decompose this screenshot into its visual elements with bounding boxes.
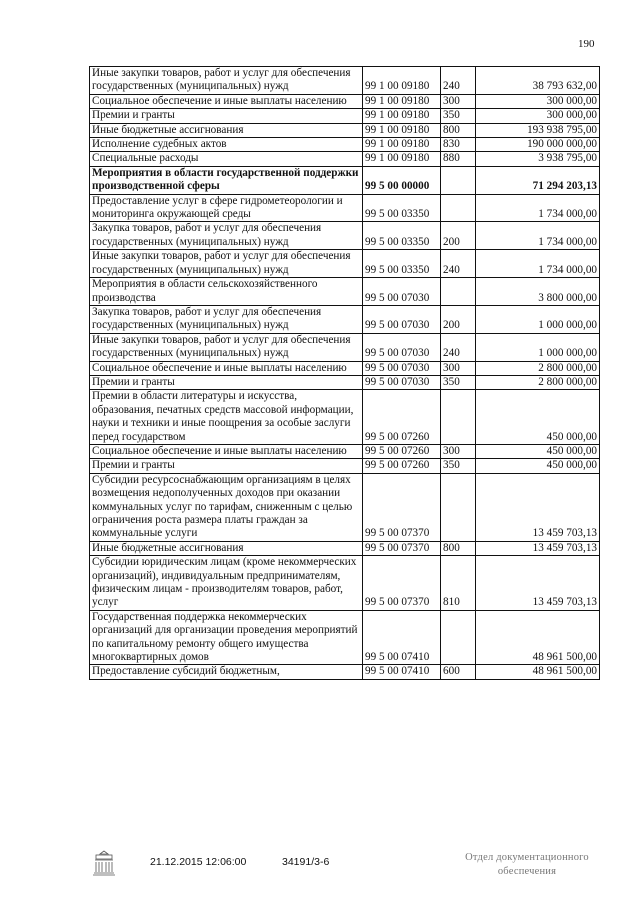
row-type-cell	[441, 473, 476, 541]
table-row	[90, 541, 600, 555]
budget-table	[89, 66, 600, 680]
row-code-cell: 99 1 00 09180	[363, 123, 441, 137]
row-code-cell: 99 1 00 09180	[363, 152, 441, 166]
row-type-cell: 200	[441, 222, 476, 250]
row-sum-cell: 48 961 500,00	[476, 665, 600, 679]
row-name-cell: Иные бюджетные ассигнования	[90, 123, 363, 137]
table-row	[90, 610, 600, 665]
table-row	[90, 222, 600, 250]
table-row	[90, 67, 600, 95]
row-type-cell: 350	[441, 459, 476, 473]
table-row	[90, 556, 600, 611]
row-type-cell: 800	[441, 541, 476, 555]
row-code-cell: 99 5 00 07030	[363, 305, 441, 333]
row-name-cell: Иные закупки товаров, работ и услуг для обеспечения государственных (муниципальных) нужд	[90, 250, 363, 278]
row-type-cell: 300	[441, 94, 476, 108]
row-name-cell: Мероприятия в области государственной поддержки производственной сферы	[90, 166, 363, 194]
row-type-cell: 350	[441, 109, 476, 123]
row-sum-cell: 2 800 000,00	[476, 361, 600, 375]
row-type-cell: 800	[441, 123, 476, 137]
row-type-cell: 240	[441, 333, 476, 361]
row-name-cell: Иные бюджетные ассигнования	[90, 541, 363, 555]
row-type-cell: 300	[441, 361, 476, 375]
row-sum-cell: 13 459 703,13	[476, 473, 600, 541]
row-name-cell: Социальное обеспечение и иные выплаты населению	[90, 444, 363, 458]
table-row	[90, 94, 600, 108]
row-code-cell: 99 5 00 07260	[363, 444, 441, 458]
row-code-cell: 99 5 00 03350	[363, 222, 441, 250]
row-name-cell: Предоставление субсидий бюджетным,	[90, 665, 363, 679]
row-type-cell: 200	[441, 305, 476, 333]
row-code-cell: 99 5 00 07410	[363, 610, 441, 665]
row-sum-cell: 13 459 703,13	[476, 556, 600, 611]
table-row	[90, 152, 600, 166]
row-name-cell: Специальные расходы	[90, 152, 363, 166]
row-type-cell: 240	[441, 67, 476, 95]
row-code-cell: 99 5 00 03350	[363, 194, 441, 222]
row-code-cell: 99 5 00 07260	[363, 459, 441, 473]
row-code-cell: 99 5 00 07260	[363, 390, 441, 445]
row-sum-cell: 450 000,00	[476, 390, 600, 445]
row-name-cell: Премии и гранты	[90, 459, 363, 473]
table-row	[90, 109, 600, 123]
table-row	[90, 250, 600, 278]
row-code-cell: 99 1 00 09180	[363, 94, 441, 108]
row-type-cell: 830	[441, 138, 476, 152]
table-row	[90, 333, 600, 361]
row-code-cell: 99 5 00 07410	[363, 665, 441, 679]
row-type-cell: 880	[441, 152, 476, 166]
row-sum-cell: 71 294 203,13	[476, 166, 600, 194]
department-label	[452, 851, 602, 879]
row-name-cell: Исполнение судебных актов	[90, 138, 363, 152]
row-sum-cell: 3 800 000,00	[476, 278, 600, 306]
row-sum-cell: 450 000,00	[476, 459, 600, 473]
table-row	[90, 375, 600, 389]
row-sum-cell: 300 000,00	[476, 109, 600, 123]
row-name-cell: Мероприятия в области сельскохозяйственного производства	[90, 278, 363, 306]
row-type-cell: 810	[441, 556, 476, 611]
row-sum-cell: 450 000,00	[476, 444, 600, 458]
footer-doc-number: 34191/3-6	[282, 856, 330, 868]
table-row	[90, 123, 600, 137]
row-code-cell: 99 5 00 07030	[363, 375, 441, 389]
row-code-cell: 99 5 00 00000	[363, 166, 441, 194]
row-code-cell: 99 5 00 07370	[363, 541, 441, 555]
row-sum-cell: 300 000,00	[476, 94, 600, 108]
row-name-cell: Социальное обеспечение и иные выплаты населению	[90, 94, 363, 108]
row-code-cell: 99 1 00 09180	[363, 138, 441, 152]
table-row	[90, 459, 600, 473]
row-type-cell	[441, 390, 476, 445]
row-type-cell: 600	[441, 665, 476, 679]
budget-table-body	[90, 67, 600, 680]
row-sum-cell: 2 800 000,00	[476, 375, 600, 389]
row-type-cell: 300	[441, 444, 476, 458]
row-name-cell: Премии в области литературы и искусства, образования, печатных средств массовой информации, науки и техники и иные поощрения за особые заслуги перед государством	[90, 390, 363, 445]
row-sum-cell: 190 000 000,00	[476, 138, 600, 152]
row-name-cell: Закупка товаров, работ и услуг для обеспечения государственных (муниципальных) нужд	[90, 305, 363, 333]
row-code-cell: 99 1 00 09180	[363, 109, 441, 123]
table-row	[90, 278, 600, 306]
row-name-cell: Премии и гранты	[90, 375, 363, 389]
row-name-cell: Предоставление услуг в сфере гидрометеорологии и мониторинга окружающей среды	[90, 194, 363, 222]
table-row	[90, 444, 600, 458]
row-type-cell	[441, 166, 476, 194]
row-code-cell: 99 5 00 03350	[363, 250, 441, 278]
row-code-cell: 99 5 00 07030	[363, 361, 441, 375]
row-type-cell	[441, 610, 476, 665]
department-line-1: Отдел документационного	[465, 852, 589, 863]
footer-datetime: 21.12.2015 12:06:00	[150, 856, 247, 868]
page-number: 190	[578, 38, 595, 50]
row-sum-cell: 1 000 000,00	[476, 305, 600, 333]
row-sum-cell: 1 734 000,00	[476, 222, 600, 250]
row-sum-cell: 48 961 500,00	[476, 610, 600, 665]
row-code-cell: 99 5 00 07030	[363, 333, 441, 361]
table-row	[90, 166, 600, 194]
emblem-stamp-icon	[90, 848, 118, 878]
row-name-cell: Государственная поддержка некоммерческих организаций для организации проведения мероприятий по капитальному ремонту общего имущества многоквартирных домов	[90, 610, 363, 665]
row-type-cell: 350	[441, 375, 476, 389]
department-line-2: обеспечения	[497, 866, 557, 877]
row-sum-cell: 193 938 795,00	[476, 123, 600, 137]
row-sum-cell: 1 000 000,00	[476, 333, 600, 361]
row-code-cell: 99 5 00 07370	[363, 473, 441, 541]
table-row	[90, 665, 600, 679]
row-name-cell: Субсидии юридическим лицам (кроме некоммерческих организаций), индивидуальным предпринимателям, физическим лицам - производителям товаров, работ, услуг	[90, 556, 363, 611]
row-sum-cell: 38 793 632,00	[476, 67, 600, 95]
row-sum-cell: 1 734 000,00	[476, 250, 600, 278]
table-row	[90, 138, 600, 152]
row-name-cell: Закупка товаров, работ и услуг для обеспечения государственных (муниципальных) нужд	[90, 222, 363, 250]
row-sum-cell: 1 734 000,00	[476, 194, 600, 222]
row-code-cell: 99 1 00 09180	[363, 67, 441, 95]
table-row	[90, 361, 600, 375]
row-code-cell: 99 5 00 07370	[363, 556, 441, 611]
table-row	[90, 390, 600, 445]
table-row	[90, 194, 600, 222]
row-sum-cell: 13 459 703,13	[476, 541, 600, 555]
table-row	[90, 305, 600, 333]
row-name-cell: Социальное обеспечение и иные выплаты населению	[90, 361, 363, 375]
row-type-cell: 240	[441, 250, 476, 278]
row-type-cell	[441, 278, 476, 306]
row-name-cell: Иные закупки товаров, работ и услуг для обеспечения государственных (муниципальных) нужд	[90, 333, 363, 361]
row-name-cell: Премии и гранты	[90, 109, 363, 123]
table-row	[90, 473, 600, 541]
row-type-cell	[441, 194, 476, 222]
row-name-cell: Иные закупки товаров, работ и услуг для обеспечения государственных (муниципальных) нужд	[90, 67, 363, 95]
row-sum-cell: 3 938 795,00	[476, 152, 600, 166]
row-code-cell: 99 5 00 07030	[363, 278, 441, 306]
row-name-cell: Субсидии ресурсоснабжающим организациям в целях возмещения недополученных доходов при оказании коммунальных услуг по тарифам, сниженным с целью ограничения роста размера платы граждан за коммунальные услуги	[90, 473, 363, 541]
